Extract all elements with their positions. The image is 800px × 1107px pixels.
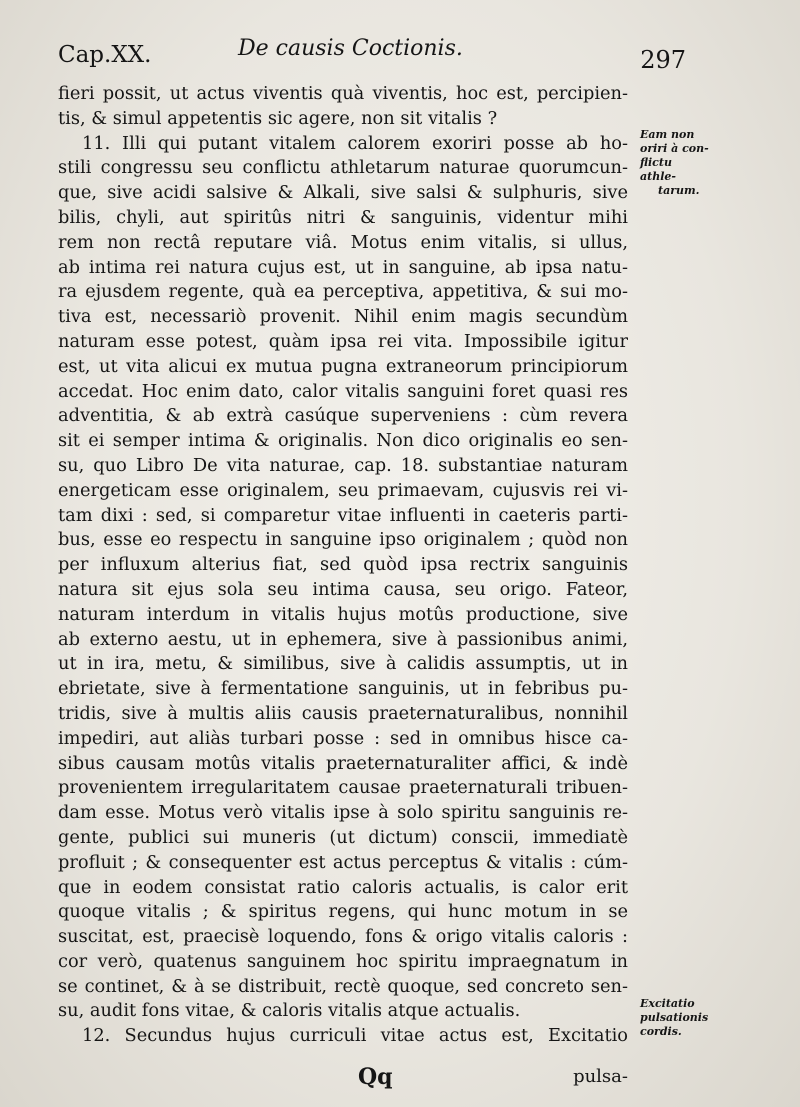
text-line: bus, esse eo respectu in sanguine ipso originalem ; quòd non	[58, 529, 628, 551]
margin-note-line: pulsationis	[640, 1011, 709, 1024]
text-line: tiva est, necessariò provenit. Nihil enim magis secundùm	[58, 306, 628, 328]
text-line: ebrietate, sive à fermentatione sanguinis, ut in febribus pu-	[58, 678, 628, 700]
text-line: fieri possit, ut actus viventis quà viventis, hoc est, percipien-	[58, 83, 628, 104]
margin-note-line: tarum.	[658, 184, 700, 197]
text-line: cor verò, quatenus sanguinem hoc spiritu impraegnatum in	[58, 950, 628, 972]
text-line: sit ei semper intima & originalis. Non dico originalis eo sen-	[58, 430, 628, 452]
running-header	[58, 36, 686, 80]
text-line: tis, & simul appetentis sic agere, non sit vitalis ?	[58, 107, 498, 129]
catchword: pulsa-	[573, 1066, 628, 1087]
text-line: natura sit ejus sola seu intima causa, seu origo. Fateor,	[58, 578, 628, 600]
text-line: energeticam esse originalem, seu primaevam, cujusvis rei vi-	[58, 479, 628, 501]
text-line: provenientem irregularitatem causae praeternaturali tribuen-	[58, 777, 628, 799]
chapter-label: Cap.XX.	[58, 42, 152, 68]
text-line: naturam interdum in vitalis hujus motûs productione, sive	[58, 603, 628, 625]
margin-note-line: cordis.	[640, 1025, 682, 1038]
text-line: naturam esse potest, quàm ipsa rei vita. Impossibile igitur	[58, 330, 628, 352]
text-line: su, quo Libro De vita naturae, cap. 18. substantiae naturam	[58, 454, 628, 476]
text-line: 12. Secundus hujus curriculi vitae actus est, Excitatio	[82, 1025, 628, 1047]
text-line: ab intima rei natura cujus est, ut in sanguine, ab ipsa natu-	[58, 256, 628, 278]
text-line: ra ejusdem regente, quà ea perceptiva, appetitiva, & sui mo-	[58, 281, 628, 303]
text-line: stili congressu seu conflictu athletarum naturae quorumcun-	[58, 157, 628, 179]
margin-note-line: flictu athle-	[640, 156, 676, 183]
text-line: se continet, & à se distribuit, rectè quoque, sed concreto sen-	[58, 975, 628, 997]
margin-note-1	[640, 128, 710, 198]
text-line: quoque vitalis ; & spiritus regens, qui hunc motum in se	[58, 901, 628, 923]
text-line: ut in ira, metu, & similibus, sive à calidis assumptis, ut in	[58, 653, 628, 675]
body-text	[58, 82, 628, 1049]
text-line: profluit ; & consequenter est actus perceptus & vitalis : cúm-	[58, 851, 628, 873]
text-line: 11. Illi qui putant vitalem calorem exoriri posse ab ho-	[82, 132, 628, 154]
text-line: ab externo aestu, ut in ephemera, sive à passionibus animi,	[58, 628, 628, 650]
text-line: adventitia, & ab extrà casúque superveniens : cùm revera	[58, 405, 628, 427]
text-line: suscitat, est, praecisè loquendo, fons & origo vitalis caloris :	[58, 926, 628, 948]
page-footer	[58, 1064, 628, 1100]
text-line: rem non rectâ reputare viâ. Motus enim vitalis, si ullus,	[58, 231, 628, 253]
text-line: su, audit fons vitae, & caloris vitalis atque actualis.	[58, 1000, 521, 1022]
signature-mark: Qq	[358, 1064, 393, 1090]
text-line: tam dixi : sed, si comparetur vitae influenti in caeteris parti-	[58, 504, 628, 526]
text-line: tridis, sive à multis aliis causis praeternaturalibus, nonnihil	[58, 702, 628, 724]
text-line: per influxum alterius fiat, sed quòd ipsa rectrix sanguinis	[58, 554, 628, 576]
text-line: accedat. Hoc enim dato, calor vitalis sanguini foret quasi res	[58, 380, 628, 402]
text-line: sibus causam motûs vitalis praeternaturaliter affici, & indè	[58, 752, 628, 774]
text-line: bilis, chyli, aut spiritûs nitri & sanguinis, videntur mihi	[58, 206, 628, 228]
text-line: est, ut vita alicui ex mutua pugna extraneorum principiorum	[58, 355, 628, 377]
text-line: gente, publici sui muneris (ut dictum) conscii, immediatè	[58, 826, 628, 848]
margin-note-2	[640, 997, 710, 1039]
text-line: que, sive acidi salsive & Alkali, sive salsi & sulphuris, sive	[58, 182, 628, 204]
running-title: De causis Coctionis.	[238, 36, 463, 61]
margin-note-line: Eam non	[640, 128, 695, 141]
text-line: impediri, aut aliàs turbari posse : sed in omnibus hisce ca-	[58, 727, 628, 749]
text-line: dam esse. Motus verò vitalis ipse à solo spiritu sanguinis re-	[58, 802, 628, 824]
page-number: 297	[640, 46, 686, 74]
margin-note-line: oriri à con-	[640, 142, 709, 155]
margin-note-line: Excitatio	[640, 997, 695, 1010]
text-line: que in eodem consistat ratio caloris actualis, is calor erit	[58, 876, 628, 898]
